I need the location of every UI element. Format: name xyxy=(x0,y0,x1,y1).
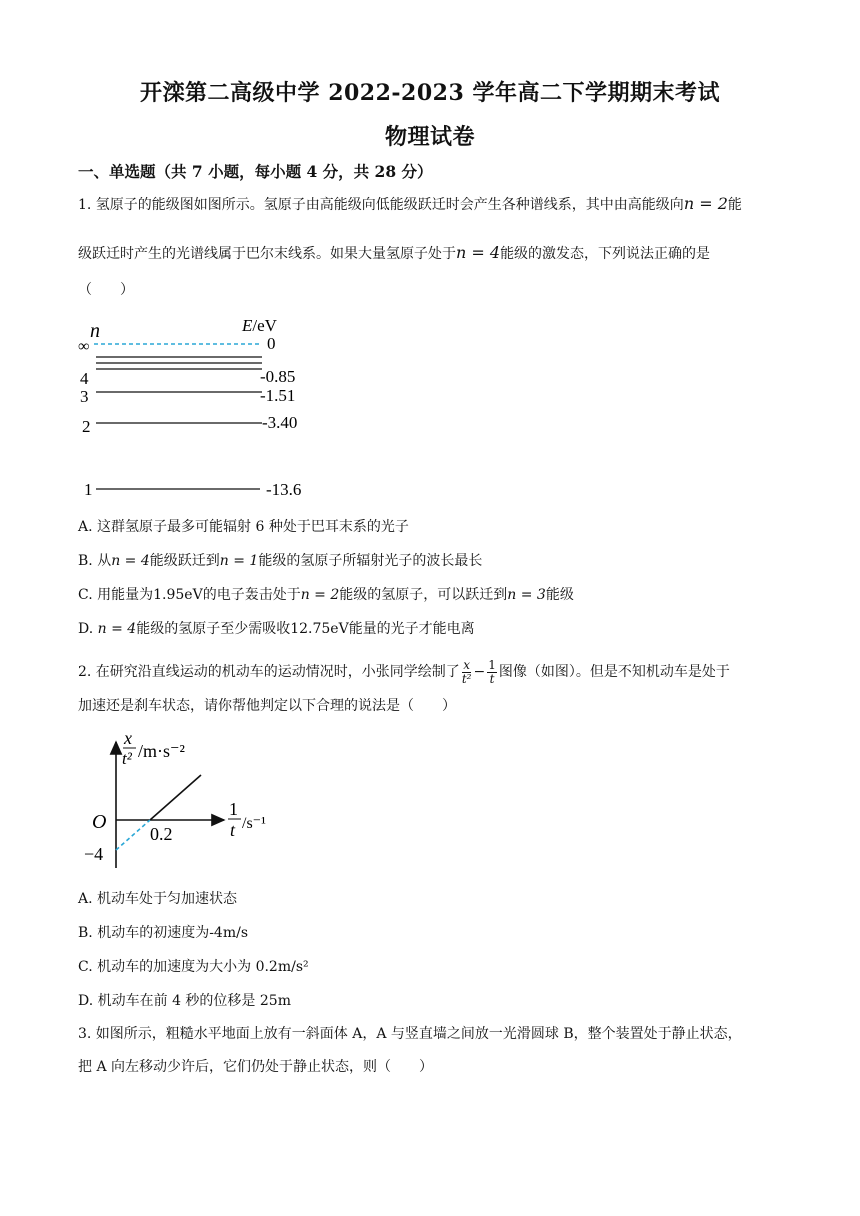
energy-level-diagram xyxy=(74,312,324,502)
level-inf-energy: 0 xyxy=(267,334,276,353)
q2-line1: 2. 在研究沿直线运动的机动车的运动情况时，小张同学绘制了 $\frac{x}{\text{t²}}$ − $\frac{1}{t}$ 图像（如图）。但是不知机动车是处于 xyxy=(78,657,730,686)
n-axis-label: n xyxy=(90,320,100,342)
data-line-dashed xyxy=(116,820,150,850)
level-2-energy: -3.40 xyxy=(262,413,298,432)
exam-title: 开滦第二高级中学 2022-2023 学年高二下学期期末考试 xyxy=(140,80,720,106)
x-axis-label-unit: /s⁻¹ xyxy=(242,815,266,832)
q2-option-a: A. 机动车处于匀加速状态 xyxy=(78,891,238,907)
q1-option-a: A. 这群氢原子最多可能辐射 6 种处于巴耳末系的光子 xyxy=(78,519,409,535)
level-1-n: 1 xyxy=(84,480,93,499)
level-inf-n: ∞ xyxy=(78,338,90,355)
q2-option-d: D. 机动车在前 4 秒的位移是 25m xyxy=(78,993,291,1009)
q2-option-c: C. 机动车的加速度为大小为 0.2m/s² xyxy=(78,959,309,975)
level-3-n: 3 xyxy=(80,387,89,406)
level-4-energy: -0.85 xyxy=(260,367,296,386)
y-axis-label-num: x xyxy=(124,728,132,748)
level-2-n: 2 xyxy=(82,417,91,436)
level-4-n: 4 xyxy=(80,369,89,388)
q1-option-c: C. 用能量为1.95eV的电子轰击处于n = 2能级的氢原子，可以跃迁到n = 3能级 xyxy=(78,587,574,603)
level-1-energy: -13.6 xyxy=(266,480,302,499)
y-intercept-label: −4 xyxy=(84,844,104,864)
q1-line2: 级跃迁时产生的光谱线属于巴尔末线系。如果大量氢原子处于n = 4能级的激发态，下列说法正确的是 xyxy=(78,243,711,262)
level-3-energy: -1.51 xyxy=(260,386,296,405)
q2-graph xyxy=(84,728,284,873)
fraction-x-over-t2: $\frac{x}{\text{t²}}$ xyxy=(461,657,472,686)
y-axis-label-den: t² xyxy=(122,749,132,768)
x-axis-label-den: t xyxy=(230,820,236,840)
x-intercept-label: 0.2 xyxy=(150,824,173,844)
y-axis-label-unit: /m·s⁻² xyxy=(138,741,185,761)
energy-axis-label: E/eV xyxy=(242,316,277,335)
q1-option-b: B. 从n = 4能级跃迁到n = 1能级的氢原子所辐射光子的波长最长 xyxy=(78,553,483,569)
q2-line2: 加速还是刹车状态，请你帮他判定以下合理的说法是（ ） xyxy=(78,698,456,714)
section-heading: 一、单选题（共 7 小题，每小题 4 分，共 28 分） xyxy=(78,162,433,181)
x-axis-label-num: 1 xyxy=(229,799,238,819)
q1-answer-paren: （ ） xyxy=(78,282,134,298)
q3-line2: 把 A 向左移动少许后，它们仍处于静止状态，则（ ） xyxy=(78,1059,434,1075)
data-line-solid xyxy=(150,775,201,820)
fraction-1-over-t: $\frac{1}{t}$ xyxy=(488,657,496,686)
origin-label: O xyxy=(92,811,107,833)
exam-subtitle: 物理试卷 xyxy=(384,124,475,150)
q3-line1: 3. 如图所示，粗糙水平地面上放有一斜面体 A，A 与竖直墙之间放一光滑圆球 B，整个装置处于静止状态， xyxy=(78,1026,742,1042)
q1-option-d: D. n = 4能级的氢原子至少需吸收12.75eV能量的光子才能电离 xyxy=(78,621,475,637)
q1-line1: 1. 氢原子的能级图如图所示。氢原子由高能级向低能级跃迁时会产生各种谱线系，其中由高能级向n = 2能 xyxy=(78,194,742,213)
q2-option-b: B. 机动车的初速度为-4m/s xyxy=(78,925,249,941)
